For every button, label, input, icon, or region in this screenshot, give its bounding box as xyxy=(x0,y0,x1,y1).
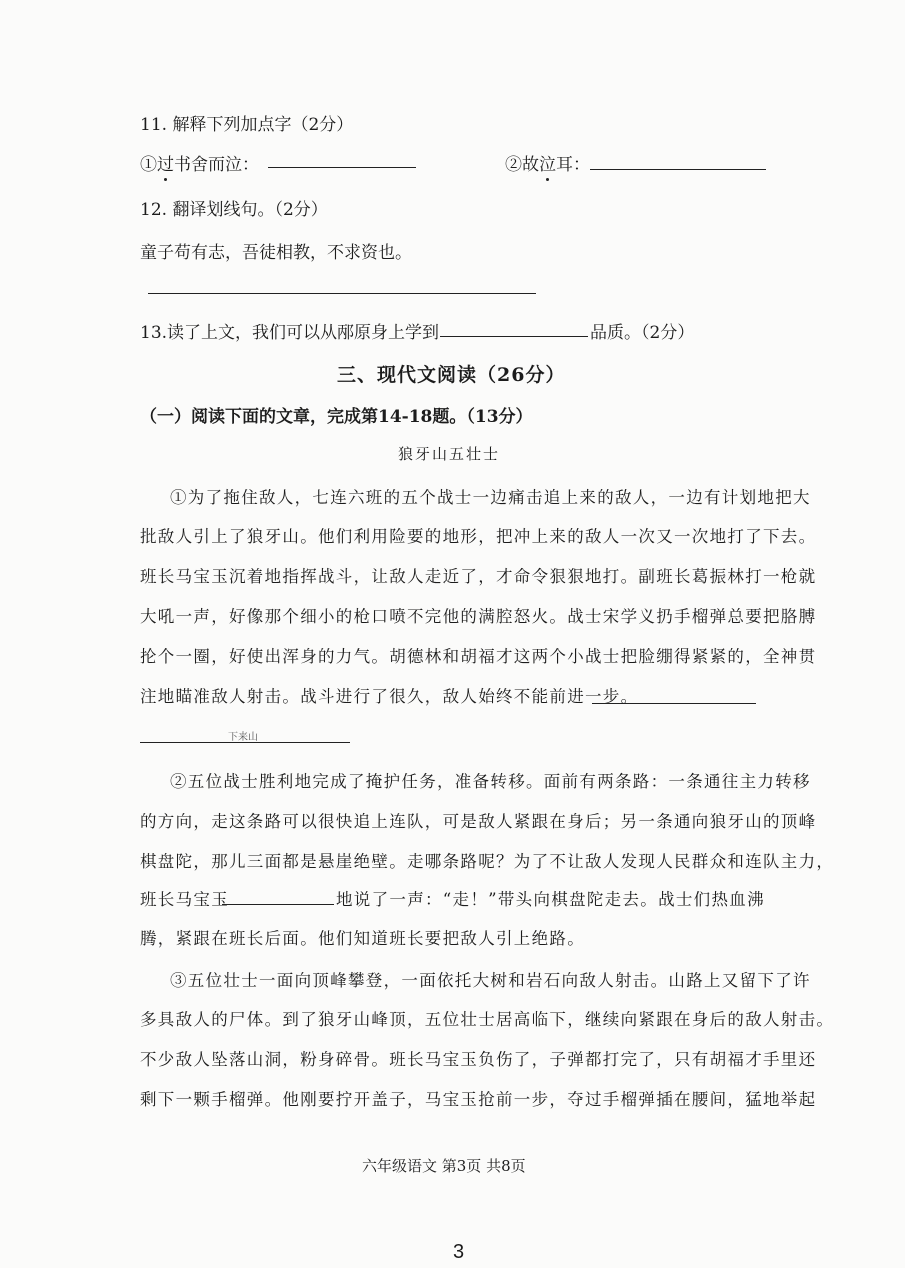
p1-line-3: 班长马宝玉沉着地指挥战斗，让敌人走近了，才命令狠狠地打。副班长葛振林打一枪就 xyxy=(140,567,817,586)
p1-line-6: 注地瞄准敌人射击。战斗进行了很久，敌人始终不能前进一步。 xyxy=(140,687,639,706)
q11-item2-suffix: 耳： xyxy=(556,155,590,175)
q11-item2-dotted-char: 泣 xyxy=(539,155,556,175)
handwritten-scribble: 下来山 xyxy=(228,732,258,743)
q11-item1-dotted-char: 过 xyxy=(157,155,174,175)
p1-line-2: 批敌人引上了狼牙山。他们利用险要的地形，把冲上来的敌人一次又一次地打了下去。 xyxy=(140,527,817,546)
p2-line-4-after: 地说了一声：“走！”带头向棋盘陀走去。战士们热血沸 xyxy=(336,890,765,909)
p1-line-4: 大吼一声，好像那个细小的枪口喷不完他的满腔怒火。战士宋学义扔手榴弹总要把胳膊 xyxy=(140,607,817,626)
q11-item1-prefix: ① xyxy=(140,155,157,175)
section-subtitle: （一）阅读下面的文章，完成第14-18题。（13分） xyxy=(140,407,533,427)
q11-answer1-blank[interactable] xyxy=(268,167,416,168)
p2-fill-blank[interactable] xyxy=(222,904,334,905)
page-number: 3 xyxy=(453,1241,465,1263)
q11-item2-prefix: ②故 xyxy=(505,155,539,175)
p3-line-4: 剩下一颗手榴弹。他刚要拧开盖子，马宝玉抢前一步，夺过手榴弹插在腰间，猛地举起 xyxy=(140,1090,817,1109)
q13-answer-blank[interactable] xyxy=(440,336,588,337)
story-title: 狼牙山五壮士 xyxy=(398,445,501,463)
p2-line-3: 棋盘陀，那儿三面都是悬崖绝壁。走哪条路呢？为了不让敌人发现人民群众和连队主力， xyxy=(140,852,835,871)
p1-line-5: 抡个一圈，好使出浑身的力气。胡德林和胡福才这两个小战士把脸绷得紧紧的，全神贯 xyxy=(140,647,817,666)
page-footer: 六年级语文 第3页 共8页 xyxy=(362,1157,526,1175)
q12-answer-line[interactable] xyxy=(148,293,536,294)
q12-sentence: 童子苟有志，吾徒相教，不求资也。 xyxy=(140,243,412,263)
q12-prompt: 12. 翻译划线句。（2分） xyxy=(140,200,328,220)
p3-line-2: 多具敌人的尸体。到了狼牙山峰顶，五位壮士居高临下，继续向紧跟在身后的敌人射击。 xyxy=(140,1010,835,1029)
p2-line-5: 腾，紧跟在班长后面。他们知道班长要把敌人引上绝路。 xyxy=(140,929,585,948)
q11-item1 xyxy=(140,150,259,175)
p1-line-1: ①为了拖住敌人，七连六班的五个战士一边痛击追上来的敌人，一边有计划地把大 xyxy=(170,488,811,507)
q11-item2 xyxy=(505,150,590,175)
p1-summary-blank-a[interactable] xyxy=(592,703,756,704)
section-title: 三、现代文阅读（26分） xyxy=(337,364,566,386)
q11-item1-suffix: 书舍而泣： xyxy=(174,155,259,175)
p2-line-1: ②五位战士胜利地完成了掩护任务，准备转移。面前有两条路：一条通往主力转移 xyxy=(170,772,811,791)
q13-text-before: 13.读了上文，我们可以从邴原身上学到 xyxy=(140,323,440,343)
q11-prompt: 11. 解释下列加点字（2分） xyxy=(140,115,354,135)
p2-line-4-before: 班长马宝玉 xyxy=(140,890,229,909)
p3-line-1: ③五位壮士一面向顶峰攀登，一面依托大树和岩石向敌人射击。山路上又留下了许 xyxy=(170,971,811,990)
p2-line-2: 的方向，走这条路可以很快追上连队，可是敌人紧跟在身后；另一条通向狼牙山的顶峰 xyxy=(140,812,817,831)
p3-line-3: 不少敌人坠落山洞，粉身碎骨。班长马宝玉负伤了，子弹都打完了，只有胡福才手里还 xyxy=(140,1050,817,1069)
q13-text-after: 品质。（2分） xyxy=(590,323,695,343)
q11-answer2-blank[interactable] xyxy=(590,169,766,170)
